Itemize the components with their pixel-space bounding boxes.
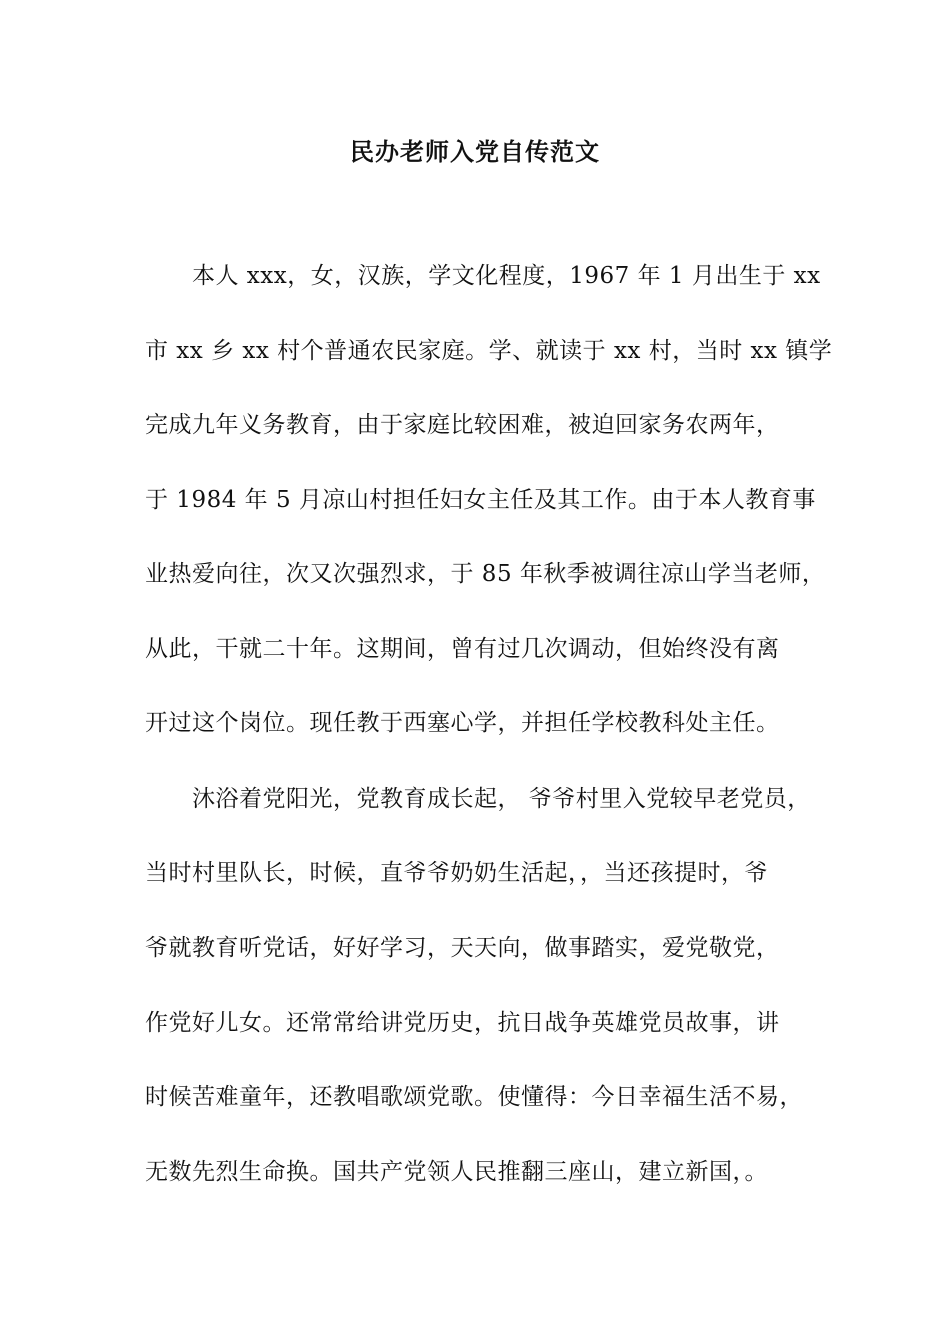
paragraph-2-line-4: 作党好儿女。还常常给讲党历史，抗日战争英雄党员故事，讲 — [145, 1010, 780, 1036]
paragraph-2-line-1: 沐浴着党阳光，党教育成长起， 爷爷村里入党较早老党员， — [192, 786, 811, 812]
paragraph-2-line-2: 当时村里队长，时候，直爷爷奶奶生活起，，当还孩提时，爷 — [145, 860, 768, 886]
paragraph-1-line-4: 于 1984 年 5 月凉山村担任妇女主任及其工作。由于本人教育事 — [145, 487, 816, 513]
paragraph-1-line-7: 开过这个岗位。现任教于西塞心学，并担任学校教科处主任。 — [145, 710, 780, 736]
paragraph-2-line-3: 爷就教育听党话，好好学习，天天向，做事踏实，爱党敬党， — [145, 935, 780, 961]
paragraph-2-line-5: 时候苦难童年，还教唱歌颂党歌。使懂得：今日幸福生活不易， — [145, 1084, 803, 1110]
paragraph-1-line-1: 本人 xxx，女，汉族，学文化程度，1967 年 1 月出生于 xx — [192, 263, 821, 289]
document-title: 民办老师入党自传范文 — [350, 137, 600, 166]
paragraph-1-line-5: 业热爱向往，次又次强烈求，于 85 年秋季被调往凉山学当老师， — [145, 561, 826, 587]
paragraph-2-line-6: 无数先烈生命换。国共产党领人民推翻三座山，建立新国，。 — [145, 1159, 768, 1185]
paragraph-1-line-6: 从此，干就二十年。这期间，曾有过几次调动，但始终没有离 — [145, 636, 780, 662]
paragraph-1-line-2: 市 xx 乡 xx 村个普通农民家庭。学、就读于 xx 村，当时 xx 镇学 — [145, 338, 833, 364]
paragraph-1-line-3: 完成九年义务教育，由于家庭比较困难，被迫回家务农两年， — [145, 412, 780, 438]
